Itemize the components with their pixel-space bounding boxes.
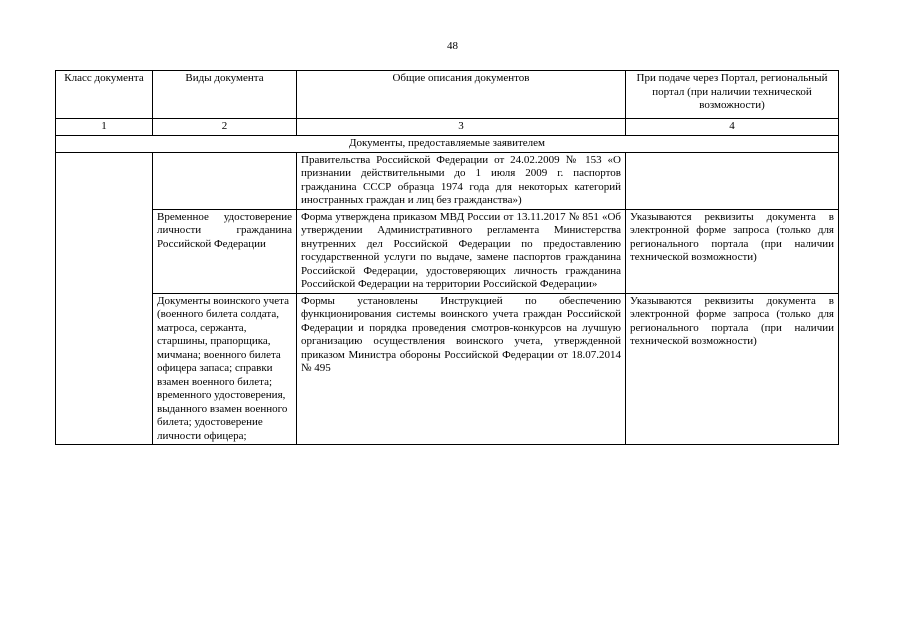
doc-type-cell xyxy=(153,152,297,209)
table-header-row xyxy=(56,71,839,119)
table-row xyxy=(56,152,839,209)
description-cell: Формы установлены Инструкцией по обеспечению функционирования системы воинского учета граждан Российской Федерации и порядка проведения смотров-конкурсов на лучшую организацию осуществления воинского учета, утвержденной приказом Министра обороны Российской Федерации от 18.07.2014 № 495 xyxy=(297,293,626,445)
doc-class-cell xyxy=(56,152,153,445)
table-row xyxy=(56,293,839,445)
header-doc-type: Виды документа xyxy=(153,71,297,119)
column-number: 2 xyxy=(153,119,297,136)
section-row xyxy=(56,136,839,153)
header-doc-class: Класс документа xyxy=(56,71,153,119)
column-number: 4 xyxy=(626,119,839,136)
column-number-row xyxy=(56,119,839,136)
section-title: Документы, предоставляемые заявителем xyxy=(56,136,839,153)
column-number: 3 xyxy=(297,119,626,136)
column-number: 1 xyxy=(56,119,153,136)
description-cell: Форма утверждена приказом МВД России от 13.11.2017 № 851 «Об утверждении Административного регламента Министерства внутренних дел Российской Федерации по предоставлению государственной услуги по выдаче, замене паспортов гражданина Российской Федерации, удостоверяющих личность гражданина Российской Федерации на территории Российской Федерации» xyxy=(297,209,626,293)
page-number: 48 xyxy=(447,40,458,52)
portal-cell: Указываются реквизиты документа в электронной форме запроса (только для регионального портала (при наличии технической возможности) xyxy=(626,209,839,293)
description-cell: Правительства Российской Федерации от 24.02.2009 № 153 «О признании действительными до 1 июля 2009 г. паспортов гражданина СССР образца 1974 года для некоторых категорий иностранных граждан и лиц без гражданства») xyxy=(297,152,626,209)
portal-cell xyxy=(626,152,839,209)
table-row xyxy=(56,209,839,293)
header-description: Общие описания документов xyxy=(297,71,626,119)
header-portal: При подаче через Портал, региональный портал (при наличии технической возможности) xyxy=(626,71,839,119)
doc-type-cell: Документы воинского учета (военного билета солдата, матроса, сержанта, старшины, прапорщика, мичмана; военного билета офицера запаса; справки взамен военного билета; временного удостоверения, выданного взамен военного билета; удостоверение личности офицера; xyxy=(153,293,297,445)
portal-cell: Указываются реквизиты документа в электронной форме запроса (только для регионального портала (при наличии технической возможности) xyxy=(626,293,839,445)
doc-type-cell: Временное удостоверение личности гражданина Российской Федерации xyxy=(153,209,297,293)
documents-table xyxy=(55,70,839,445)
